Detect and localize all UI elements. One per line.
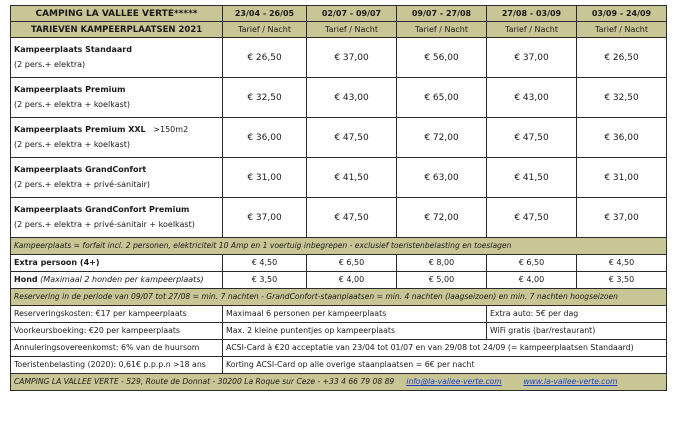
price-cell: € 5,00	[397, 272, 487, 289]
footer-row	[11, 374, 667, 391]
period-4: 27/08 - 03/09	[487, 6, 577, 22]
price-cell: € 31,00	[223, 158, 307, 198]
price-cell: € 72,00	[397, 118, 487, 158]
tarief-label: Tarief / Nacht	[223, 22, 307, 38]
price-cell: € 37,00	[223, 198, 307, 238]
info-row	[11, 306, 667, 323]
extra-person-row	[11, 255, 667, 272]
pitch-label	[11, 38, 223, 78]
email-link[interactable]: info@la-vallee-verte.com	[406, 377, 502, 386]
pitch-label	[11, 158, 223, 198]
forfait-note-row	[11, 238, 667, 255]
price-cell: € 43,00	[307, 78, 397, 118]
extra-person-label: Extra persoon (4+)	[11, 255, 223, 272]
price-cell: € 36,00	[577, 118, 667, 158]
pitch-desc: (2 pers.+ elektra + privé-sanitair + koelkast)	[14, 220, 195, 229]
website-link[interactable]: www.la-vallee-verte.com	[523, 377, 618, 386]
info-cell: ACSI-Card à €20 acceptatie van 23/04 tot 01/07 en van 29/08 tot 24/09 (= kampeerplaatsen Standaard)	[223, 340, 667, 357]
period-1: 23/04 - 26/05	[223, 6, 307, 22]
price-cell: € 6,50	[487, 255, 577, 272]
tariff-subtitle: TARIEVEN KAMPEERPLAATSEN 2021	[11, 22, 223, 38]
header-row-2	[11, 22, 667, 38]
pitch-row	[11, 38, 667, 78]
footer-address: CAMPING LA VALLEE VERTE - 529, Route de Donnat - 30200 La Roque sur Ceze - +33 4 66 79 08 89	[14, 377, 395, 386]
period-3: 09/07 - 27/08	[397, 6, 487, 22]
price-cell: € 4,00	[307, 272, 397, 289]
pitch-row	[11, 158, 667, 198]
price-cell: € 32,50	[577, 78, 667, 118]
info-row	[11, 323, 667, 340]
pitch-desc: (2 pers.+ elektra)	[14, 60, 86, 69]
price-cell: € 3,50	[223, 272, 307, 289]
info-cell: Toeristenbelasting (2020): 0,61€ p.p.p.n >18 ans	[11, 357, 223, 374]
price-cell: € 4,50	[223, 255, 307, 272]
price-cell: € 37,00	[307, 38, 397, 78]
pitch-label	[11, 118, 223, 158]
price-cell: € 4,00	[487, 272, 577, 289]
price-cell: € 65,00	[397, 78, 487, 118]
price-cell: € 47,50	[307, 198, 397, 238]
price-cell: € 31,00	[577, 158, 667, 198]
reservation-note-row	[11, 289, 667, 306]
dog-label-cell	[11, 272, 223, 289]
price-cell: € 3,50	[577, 272, 667, 289]
price-cell: € 72,00	[397, 198, 487, 238]
tarief-label: Tarief / Nacht	[487, 22, 577, 38]
dog-row	[11, 272, 667, 289]
info-cell: Max. 2 kleine puntentjes op kampeerplaats	[223, 323, 487, 340]
info-cell: Extra auto: 5€ per dag	[487, 306, 667, 323]
price-cell: € 47,50	[487, 198, 577, 238]
pitch-row	[11, 118, 667, 158]
price-cell: € 47,50	[307, 118, 397, 158]
pitch-name: Kampeerplaats Standaard	[14, 45, 132, 54]
pitch-row	[11, 198, 667, 238]
pitch-size: >150m2	[153, 125, 189, 134]
info-row	[11, 340, 667, 357]
price-cell: € 4,50	[577, 255, 667, 272]
info-cell: Reserveringskosten: €17 per kampeerplaats	[11, 306, 223, 323]
dog-label: Hond	[14, 275, 38, 284]
price-cell: € 36,00	[223, 118, 307, 158]
pitch-label	[11, 198, 223, 238]
price-cell: € 56,00	[397, 38, 487, 78]
price-cell: € 6,50	[307, 255, 397, 272]
footer	[11, 374, 667, 391]
pitch-desc: (2 pers.+ elektra + privé-sanitair)	[14, 180, 150, 189]
price-cell: € 41,50	[307, 158, 397, 198]
pitch-desc: (2 pers.+ elektra + koelkast)	[14, 100, 131, 109]
price-cell: € 26,50	[223, 38, 307, 78]
forfait-note: Kampeerplaats = forfait incl. 2 personen, elektriciteit 10 Amp en 1 voertuig inbegrepen - exclusief toeristenbelasting en toeslagen	[11, 238, 667, 255]
info-cell: Voorkeursboeking: €20 per kampeerplaats	[11, 323, 223, 340]
price-cell: € 43,00	[487, 78, 577, 118]
pitch-label	[11, 78, 223, 118]
pitch-name: Kampeerplaats GrandConfort	[14, 165, 147, 174]
tariff-sheet	[10, 5, 666, 435]
price-cell: € 37,00	[577, 198, 667, 238]
tarief-label: Tarief / Nacht	[307, 22, 397, 38]
camping-title: CAMPING LA VALLEE VERTE*****	[11, 6, 223, 22]
info-cell: Korting ACSI-Card op alle overige staanplaatsen = 6€ per nacht	[223, 357, 667, 374]
price-cell: € 26,50	[577, 38, 667, 78]
price-cell: € 37,00	[487, 38, 577, 78]
header-row-1	[11, 6, 667, 22]
info-row	[11, 357, 667, 374]
pitch-desc: (2 pers.+ elektra + koelkast)	[14, 140, 131, 149]
pitch-name: Kampeerplaats Premium	[14, 85, 126, 94]
info-cell: Annuleringsovereenkomst: 6% van de huursom	[11, 340, 223, 357]
tarief-label: Tarief / Nacht	[397, 22, 487, 38]
price-cell: € 47,50	[487, 118, 577, 158]
price-cell: € 41,50	[487, 158, 577, 198]
tarief-label: Tarief / Nacht	[577, 22, 667, 38]
dog-note: (Maximaal 2 honden per kampeerplaats)	[40, 275, 204, 284]
info-cell: Maximaal 6 personen per kampeerplaats	[223, 306, 487, 323]
pitch-row	[11, 78, 667, 118]
price-cell: € 8,00	[397, 255, 487, 272]
period-2: 02/07 - 09/07	[307, 6, 397, 22]
info-cell: WiFi gratis (bar/restaurant)	[487, 323, 667, 340]
reservation-note: Reservering in de periode van 09/07 tot 27/08 = min. 7 nachten - GrandConfort-staanplaatsen = min. 4 nachten (laagseizoen) en min. 7 nachten hoogseizoen	[11, 289, 667, 306]
price-cell: € 32,50	[223, 78, 307, 118]
price-cell: € 63,00	[397, 158, 487, 198]
period-5: 03/09 - 24/09	[577, 6, 667, 22]
pitch-name: Kampeerplaats GrandConfort Premium	[14, 205, 190, 214]
tariff-table	[10, 5, 667, 391]
pitch-name: Kampeerplaats Premium XXL	[14, 125, 146, 134]
